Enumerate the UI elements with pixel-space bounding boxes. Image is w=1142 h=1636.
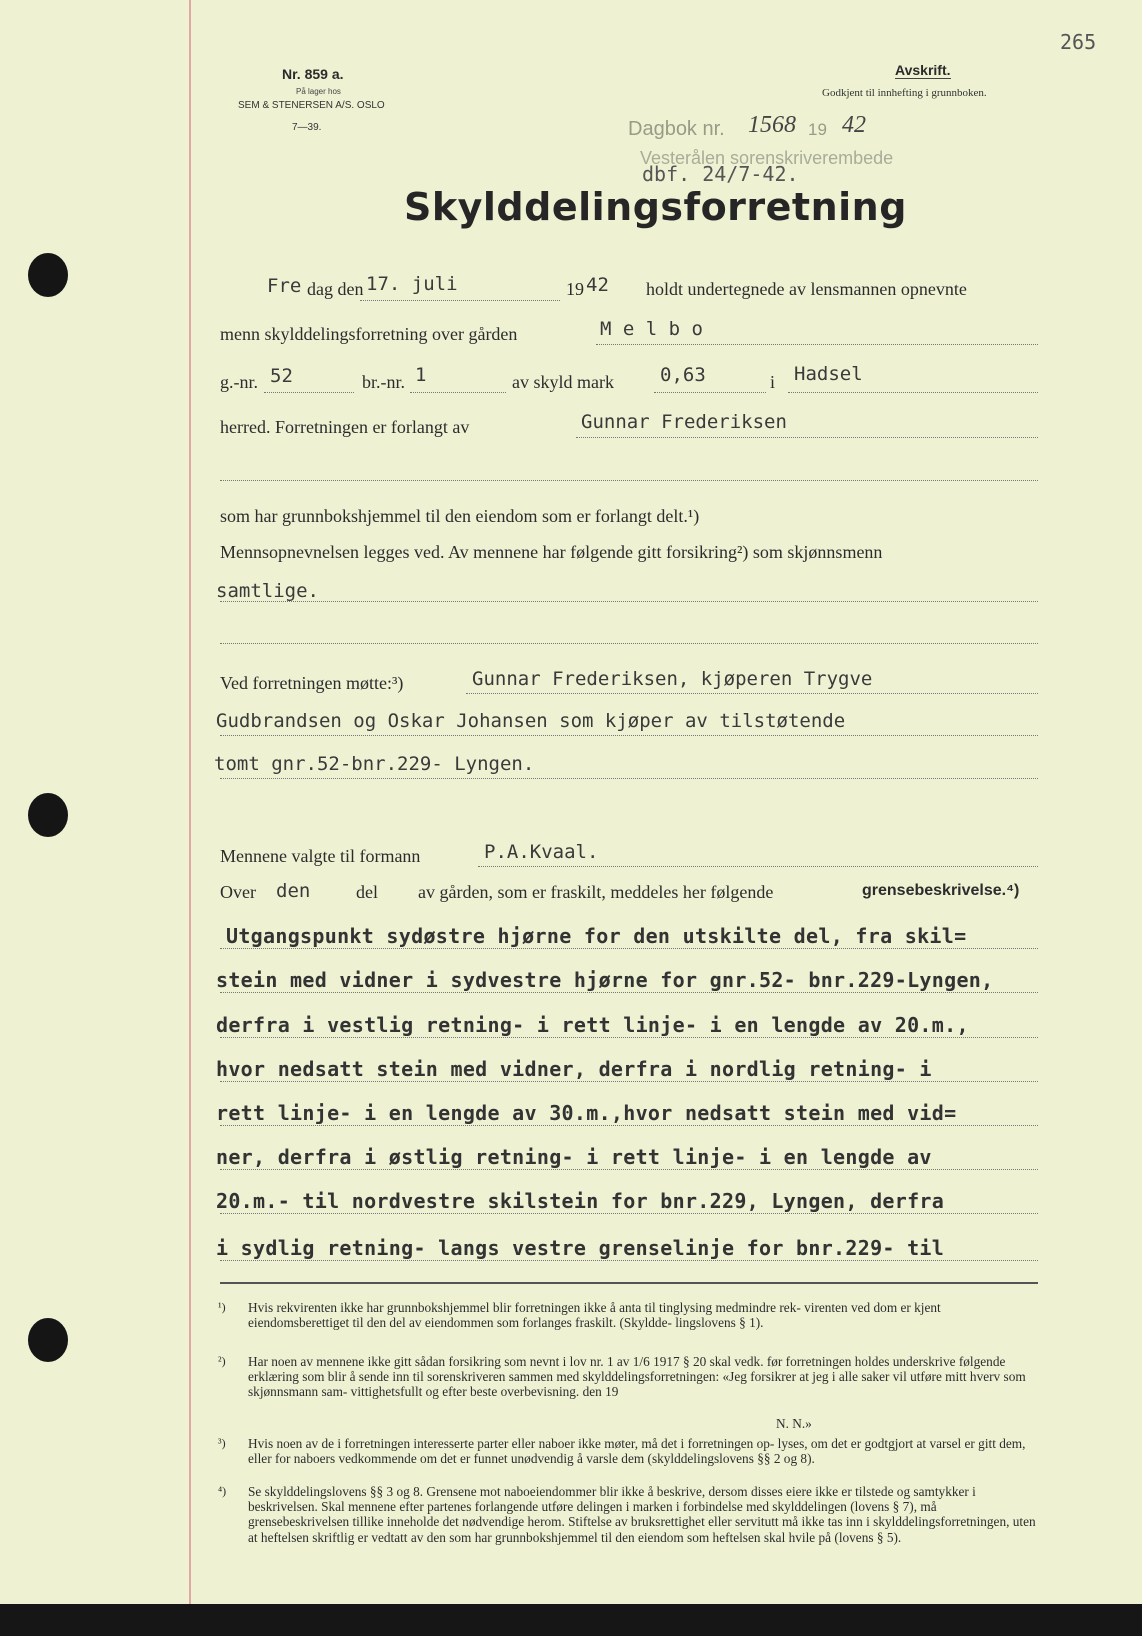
form-number: Nr. 859 a. xyxy=(282,66,344,82)
punch-hole-bottom xyxy=(28,1318,68,1362)
punch-hole-middle xyxy=(28,793,68,837)
form-edition: 7—39. xyxy=(292,122,322,133)
publisher-line1: På lager hos xyxy=(296,87,341,96)
desc-line: stein med vidner i sydvestre hjørne for gnr.52- bnr.229-Lyngen, xyxy=(216,968,994,992)
over-label: Over xyxy=(220,882,256,902)
scan-border xyxy=(0,1604,1142,1636)
attendees-dotline-2 xyxy=(220,735,1038,736)
footnote-3: Hvis noen av de i forretningen interesserte parter eller naboer ikke møter, må det i forretningen op- lyses, om det er godtgjort at varsel er gitt dem, eller for naboers vedkommende om det er funnet unødvendig å varsle dem (skylddelingslovens §§ 2 og 8). xyxy=(248,1436,1026,1467)
bnr-label: br.-nr. xyxy=(362,372,405,392)
mennsop-text: Mennsopnevnelsen legges ved. Av mennene har følgende gitt forsikring²) som skjønnsmenn xyxy=(220,542,883,562)
requested-dotline xyxy=(576,437,1038,438)
desc-line: i sydlig retning- langs vestre grenselinje for bnr.229- til xyxy=(216,1236,945,1260)
insured-dotline xyxy=(220,601,1038,602)
publisher-line2: SEM & STENERSEN A/S. OSLO xyxy=(238,100,385,111)
document-title: Skylddelingsforretning xyxy=(404,185,907,229)
formann-value: P.A.Kvaal. xyxy=(484,841,599,863)
attendees-dotline-3 xyxy=(220,778,1038,779)
del-text: del xyxy=(356,882,378,902)
attendees-dotline-1 xyxy=(466,693,1038,694)
attendees-line2: Gudbrandsen og Oskar Johansen som kjøper av tilstøtende xyxy=(216,710,846,732)
stamp-dagbok-number: 1568 xyxy=(748,112,796,138)
formann-dotline xyxy=(478,866,1038,867)
footnote-mark: ²) xyxy=(218,1354,226,1368)
stamp-year: 42 xyxy=(842,112,866,138)
stamp-year-label: 19 xyxy=(808,120,827,139)
desc-line: ner, derfra i østlig retning- i rett linje- i en lengde av xyxy=(216,1145,932,1169)
municipality: Hadsel xyxy=(794,363,863,385)
grunnbok-text: som har grunnbokshjemmel til den eiendom som er forlangt delt.¹) xyxy=(220,506,700,526)
attendees-line3: tomt gnr.52-bnr.229- Lyngen. xyxy=(214,753,535,775)
avskrift-heading: Avskrift. xyxy=(895,62,951,78)
footnote-mark: ¹) xyxy=(218,1300,226,1314)
desc-line: derfra i vestlig retning- i rett linje- i en lengde av 20.m., xyxy=(216,1013,969,1037)
margin-line xyxy=(189,0,191,1604)
stamp-dagbok-label: Dagbok nr. xyxy=(628,118,725,140)
desc-dotline xyxy=(220,1125,1038,1126)
desc-dotline xyxy=(220,1260,1038,1261)
formann-label: Mennene valgte til formann xyxy=(220,846,421,866)
footnote-mark: ³) xyxy=(218,1436,226,1450)
desc-dotline xyxy=(220,1213,1038,1214)
footnote-separator xyxy=(220,1282,1038,1284)
gnr-label: g.-nr. xyxy=(220,372,258,392)
footnote-2: Har noen av mennene ikke gitt sådan forsikring som nevnt i lov nr. 1 av 1/6 1917 § 20 skal vedk. før forretningen holdes underskrive følgende erklæring som blir å sende inn til sorenskriveren sammen med skylddelingsforretningen: «Jeg forsikrer at jeg i alle saker vil utføre mitt hverv som skjønnsmann sam- vittighetsfullt og efter beste overbevisning. den 19 xyxy=(248,1354,1026,1400)
attendees-line1: Gunnar Frederiksen, kjøperen Trygve xyxy=(472,668,873,690)
farm-dotline xyxy=(596,344,1038,345)
skyld-dotline xyxy=(654,392,766,393)
stamp-office: Vesterålen sorenskriverembede xyxy=(640,148,894,168)
desc-dotline xyxy=(220,1037,1038,1038)
herred-text: herred. Forretningen er forlangt av xyxy=(220,417,470,437)
farm-name: M e l b o xyxy=(600,318,703,340)
bnr-value: 1 xyxy=(415,364,427,386)
gnr-dotline xyxy=(264,392,354,393)
day-label: dag den xyxy=(307,279,364,299)
insured-value: samtlige. xyxy=(216,580,319,602)
punch-hole-top xyxy=(28,253,68,297)
skyld-label: av skyld mark xyxy=(512,372,614,392)
i-label: i xyxy=(770,372,776,392)
desc-line: hvor nedsatt stein med vidner, derfra i nordlig retning- i xyxy=(216,1057,932,1081)
page-number: 265 xyxy=(1060,30,1097,54)
bnr-dotline xyxy=(410,392,506,393)
date-value: 17. juli xyxy=(366,273,458,295)
blank-dotline-2 xyxy=(220,643,1038,644)
year-prefix: 19 xyxy=(566,279,584,299)
over-value: den xyxy=(276,880,311,902)
year-value: 42 xyxy=(586,274,609,296)
skyld-value: 0,63 xyxy=(660,364,706,386)
menn-text: menn skylddelingsforretning over gården xyxy=(220,324,518,344)
municipality-dotline xyxy=(788,392,1038,393)
date-dotline xyxy=(360,300,560,301)
footnote-1: Hvis rekvirenten ikke har grunnbokshjemmel blir forretningen ikke å anta til tinglysing medmindre rek- virenten ved dom er kjent eiendomsberettiget til den del av eiendommen som forlanges fraskilt. (Skyldde- lingslovens § 1). xyxy=(248,1300,941,1331)
desc-dotline xyxy=(220,948,1038,949)
desc-dotline xyxy=(220,1081,1038,1082)
godkjent-note: Godkjent til innhefting i grunnboken. xyxy=(822,87,987,99)
ved-label: Ved forretningen møtte:³) xyxy=(220,673,404,693)
requested-by: Gunnar Frederiksen xyxy=(581,411,787,433)
grense-label: grensebeskrivelse.⁴) xyxy=(862,882,1020,899)
intro-text: holdt undertegnede av lensmannen opnevnte xyxy=(646,279,967,299)
gard-text: av gården, som er fraskilt, meddeles her følgende xyxy=(418,882,774,902)
day-prefix: Fre xyxy=(267,275,302,297)
dbf-date: dbf. 24/7-42. xyxy=(642,162,799,186)
desc-dotline xyxy=(220,992,1038,993)
footnote-4: Se skylddelingslovens §§ 3 og 8. Grensene mot naboeiendommer blir ikke å beskrive, dersom disses eiere ikke er tilstede og samtykker i beskrivelsen. Skal mennene efter partenes forlangende utføre delingen i marken i forbindelse med skylddelingen (lovens § 7), må grensebeskrivelsen tillike inneholde det nødvendige herom. Stiftelse av bruksrettighet eller servitutt må ikke tas inn i skylddelingsforretningen, uten at heftelsen skriftlig er vedtatt av den som har grunnbokshjemmel til den eiendom som heftelsen skal hvile på (lovens § 5). xyxy=(248,1484,1036,1545)
desc-line: 20.m.- til nordvestre skilstein for bnr.229, Lyngen, derfra xyxy=(216,1189,945,1213)
footnote-2-signature: N. N.» xyxy=(776,1416,812,1431)
desc-dotline xyxy=(220,1169,1038,1170)
desc-line: rett linje- i en lengde av 30.m.,hvor nedsatt stein med vid= xyxy=(216,1101,957,1125)
blank-dotline-1 xyxy=(220,480,1038,481)
gnr-value: 52 xyxy=(270,365,293,387)
footnote-mark: ⁴) xyxy=(218,1484,227,1498)
desc-line: Utgangspunkt sydøstre hjørne for den utskilte del, fra skil= xyxy=(226,924,967,948)
